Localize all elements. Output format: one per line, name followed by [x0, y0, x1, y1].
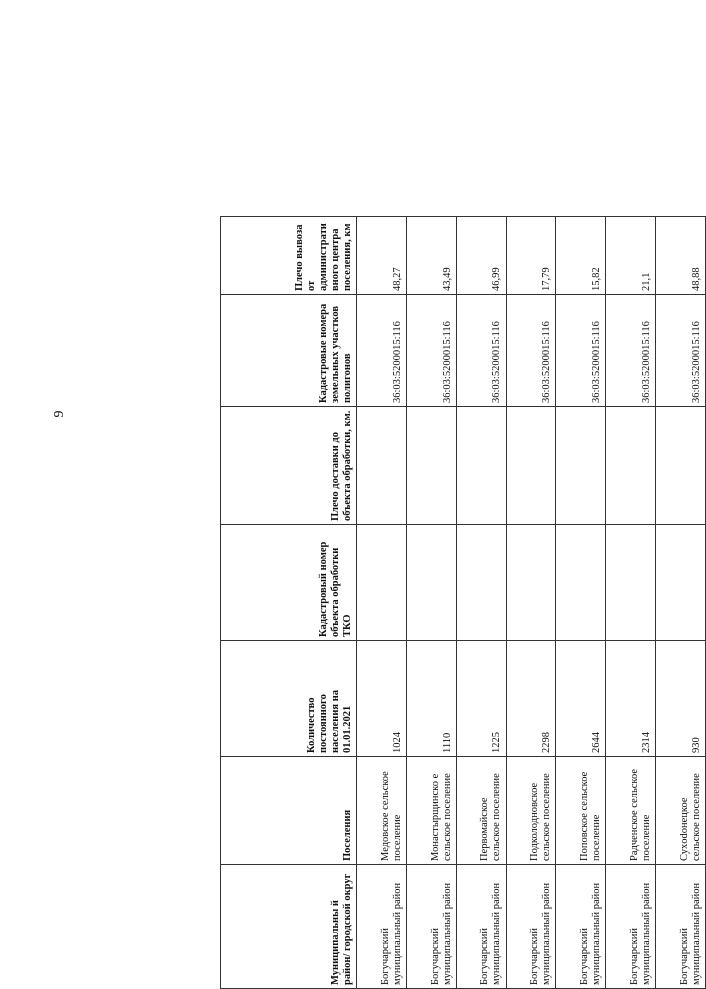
table-cell — [556, 407, 606, 525]
table-cell: Богучарский муниципальный район — [357, 865, 407, 989]
table-row — [506, 217, 556, 989]
table-cell: 48,27 — [357, 217, 407, 295]
table-cell — [456, 407, 506, 525]
table-cell: Богучарский муниципальный район — [606, 865, 656, 989]
table-cell: Первомайское сельское поселение — [456, 757, 506, 865]
table-cell: 2644 — [556, 641, 606, 757]
table-cell: 43,49 — [406, 217, 456, 295]
table-cell — [357, 525, 407, 641]
table-cell: 930 — [656, 641, 706, 757]
table-cell: 36:03:5200015:116 — [406, 295, 456, 407]
rotated-table-container — [220, 217, 706, 989]
table-cell: Богучарский муниципальный район — [506, 865, 556, 989]
header-cell: Поселения — [221, 757, 357, 865]
table-row — [656, 217, 706, 989]
table-cell: 36:03:5200015:116 — [606, 295, 656, 407]
table-cell: 17,79 — [506, 217, 556, 295]
page-number: 9 — [52, 410, 67, 418]
table-row — [406, 217, 456, 989]
table-cell — [456, 525, 506, 641]
header-cell: Плечо доставки до объекта обработки, км. — [221, 407, 357, 525]
table-cell — [406, 525, 456, 641]
header-cell: Кадастровые номера земельных участков полигонов — [221, 295, 357, 407]
table-cell — [606, 407, 656, 525]
table-row — [456, 217, 506, 989]
table-cell: Радченское сельское поселение — [606, 757, 656, 865]
table-cell: Монастырщинско е сельское поселение — [406, 757, 456, 865]
table-cell — [656, 525, 706, 641]
table-cell: Медовское сельское поселение — [357, 757, 407, 865]
table-row — [606, 217, 656, 989]
table-cell: Богучарский муниципальный район — [656, 865, 706, 989]
header-cell: Муниципальны й район/ городской округ — [221, 865, 357, 989]
table-cell — [506, 407, 556, 525]
header-cell: Кадастровый номер объекта обработки ТКО — [221, 525, 357, 641]
table-cell: Поповское сельское поселение — [556, 757, 606, 865]
table-cell: 2314 — [606, 641, 656, 757]
table-cell: 36:03:5200015:116 — [456, 295, 506, 407]
table-cell: 36:03:5200015:116 — [656, 295, 706, 407]
table-cell: 1225 — [456, 641, 506, 757]
table-cell: 36:03:5200015:116 — [506, 295, 556, 407]
table-cell — [606, 525, 656, 641]
table-cell: 36:03:5200015:116 — [357, 295, 407, 407]
table-cell: 21,1 — [606, 217, 656, 295]
table-cell: Сухodoнецкое сельское поселение — [656, 757, 706, 865]
table-row — [357, 217, 407, 989]
table-cell: Подколодновское сельское поселение — [506, 757, 556, 865]
data-table — [220, 216, 706, 989]
table-cell — [556, 525, 606, 641]
table-cell: 1024 — [357, 641, 407, 757]
table-cell — [656, 407, 706, 525]
table-cell: Богучарский муниципальный район — [406, 865, 456, 989]
table-cell: Богучарский муниципальный район — [556, 865, 606, 989]
table-cell — [406, 407, 456, 525]
header-cell: Плечо вывоза от административного центра поселения, км — [221, 217, 357, 295]
table-cell: 48,88 — [656, 217, 706, 295]
table-cell: 36:03:5200015:116 — [556, 295, 606, 407]
table-cell: Богучарский муниципальный район — [456, 865, 506, 989]
table-cell: 46,99 — [456, 217, 506, 295]
table-row — [556, 217, 606, 989]
header-cell: Количество постоянного населения на 01.01.2021 — [221, 641, 357, 757]
table-header-row — [221, 217, 357, 989]
table-cell: 2298 — [506, 641, 556, 757]
table-cell — [357, 407, 407, 525]
table-cell — [506, 525, 556, 641]
table-cell: 1110 — [406, 641, 456, 757]
table-cell: 15,82 — [556, 217, 606, 295]
